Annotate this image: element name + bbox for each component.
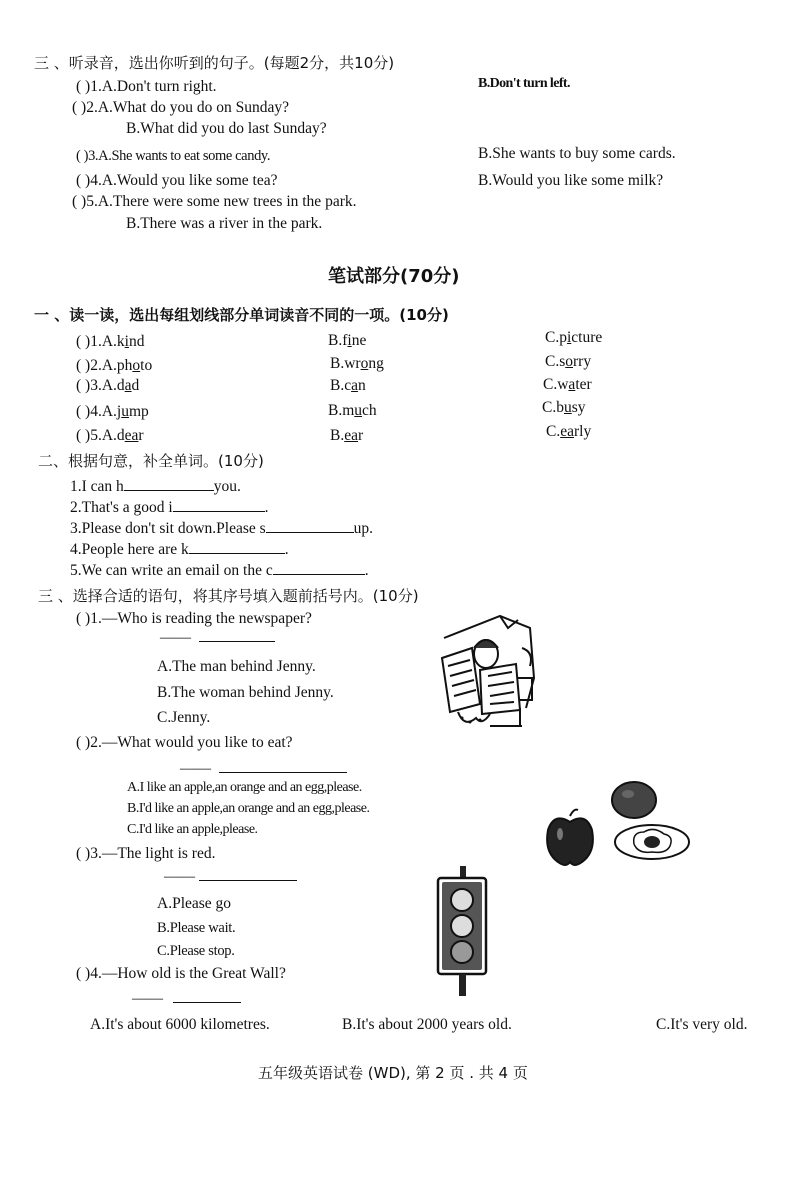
part3-q4-option-a: A.It's about 6000 kilometres. <box>90 1016 270 1033</box>
part3-q2-option-a: A.I like an apple,an orange and an egg,please. <box>127 780 362 795</box>
part3-q3-option-c: C.Please stop. <box>157 943 235 959</box>
blank-line[interactable] <box>219 758 347 773</box>
part1-row-3-b: B.can <box>330 377 366 394</box>
part3-q2: ( )2.—What would you like to eat? <box>76 734 293 751</box>
reading-girl-illustration <box>430 608 542 730</box>
blank-line[interactable] <box>266 518 354 533</box>
part1-row-5-c: C.early <box>546 423 592 440</box>
part2-title: 二、根据句意，补全单词。(10分) <box>38 452 264 470</box>
listening-q5-option-b: B.There was a river in the park. <box>126 215 323 232</box>
blank-line[interactable] <box>199 627 275 642</box>
part2-sentence-5: 5.We can write an email on the c . <box>70 562 369 579</box>
page-footer: 五年级英语试卷 (WD), 第 2 页 . 共 4 页 <box>258 1064 528 1082</box>
orange-icon <box>610 780 658 820</box>
listening-q1-option-a: ( )1.A.Don't turn right. <box>76 78 217 95</box>
part3-q2-answer-line: —— <box>180 758 347 778</box>
part1-row-2-b: B.wrong <box>330 355 384 372</box>
traffic-light-icon <box>432 866 492 998</box>
blank-line[interactable] <box>173 497 265 512</box>
part3-title: 三 、选择合适的语句，将其序号填入题前括号内。(10分) <box>38 587 419 605</box>
part3-q4-option-b: B.It's about 2000 years old. <box>342 1016 512 1033</box>
listening-q4-option-a: ( )4.A.Would you like some tea? <box>76 172 278 189</box>
part1-row-3: ( )3.A.dad <box>76 377 140 394</box>
part1-row-4: ( )4.A.jump <box>76 403 149 420</box>
part1-row-3-c: C.water <box>543 376 592 393</box>
listening-q5-option-a: ( )5.A.There were some new trees in the park. <box>72 193 357 210</box>
blank-line[interactable] <box>173 988 241 1003</box>
part1-row-1-c: C.picture <box>545 329 603 346</box>
listening-q1-option-b: B.Don't turn left. <box>478 76 570 91</box>
listening-q2-option-b: B.What did you do last Sunday? <box>126 120 327 137</box>
part3-q3: ( )3.—The light is red. <box>76 845 216 862</box>
part2-sentence-2: 2.That's a good i . <box>70 499 269 516</box>
blank-line[interactable] <box>189 539 285 554</box>
part1-row-5-b: B.ear <box>330 427 364 444</box>
part3-q4-answer-line: —— <box>132 988 241 1008</box>
part1-row-1-b: B.fine <box>328 332 367 349</box>
written-section-title: 笔试部分(70分) <box>328 266 460 287</box>
listening-q4-option-b: B.Would you like some milk? <box>478 172 664 189</box>
part2-sentence-1: 1.I can h you. <box>70 478 241 495</box>
apple-icon <box>544 806 596 868</box>
part1-row-1: ( )1.A.kind <box>76 333 145 350</box>
part2-sentence-3: 3.Please don't sit down.Please s up. <box>70 520 374 537</box>
part3-q2-option-c: C.I'd like an apple,please. <box>127 822 258 837</box>
egg-icon <box>612 822 692 862</box>
listening-q2-option-a: ( )2.A.What do you do on Sunday? <box>72 99 289 116</box>
part3-q4-option-c: C.It's very old. <box>656 1016 748 1033</box>
part1-row-5: ( )5.A.dear <box>76 427 144 444</box>
part3-q4: ( )4.—How old is the Great Wall? <box>76 965 286 982</box>
part3-q3-option-a: A.Please go <box>157 895 232 912</box>
part1-row-2-c: C.sorry <box>545 353 592 370</box>
blank-line[interactable] <box>124 476 214 491</box>
part2-sentence-4: 4.People here are k . <box>70 541 289 558</box>
listening-q3-option-b: B.She wants to buy some cards. <box>478 145 676 162</box>
part3-q1-answer-line: —— <box>160 627 275 647</box>
part3-q2-option-b: B.I'd like an apple,an orange and an egg,please. <box>127 801 370 816</box>
part3-q3-answer-line: —— <box>164 866 297 886</box>
listening-q3-option-a: ( )3.A.She wants to eat some candy. <box>76 148 271 164</box>
part1-row-2: ( )2.A.photo <box>76 357 153 374</box>
blank-line[interactable] <box>199 866 297 881</box>
part3-q3-option-b: B.Please wait. <box>157 920 236 936</box>
blank-line[interactable] <box>273 560 365 575</box>
part3-q1-option-b: B.The woman behind Jenny. <box>157 684 334 701</box>
part1-row-4-c: C.busy <box>542 399 586 416</box>
part1-title: 一 、读一读，选出每组划线部分单词读音不同的一项。(10分) <box>34 306 449 324</box>
listening-section-title: 三 、听录音，选出你听到的句子。(每题2分，共10分) <box>34 54 395 72</box>
part3-q1-option-c: C.Jenny. <box>157 709 211 726</box>
part1-row-4-b: B.much <box>328 402 377 419</box>
part3-q1: ( )1.—Who is reading the newspaper? <box>76 610 312 627</box>
part3-q1-option-a: A.The man behind Jenny. <box>157 658 316 675</box>
